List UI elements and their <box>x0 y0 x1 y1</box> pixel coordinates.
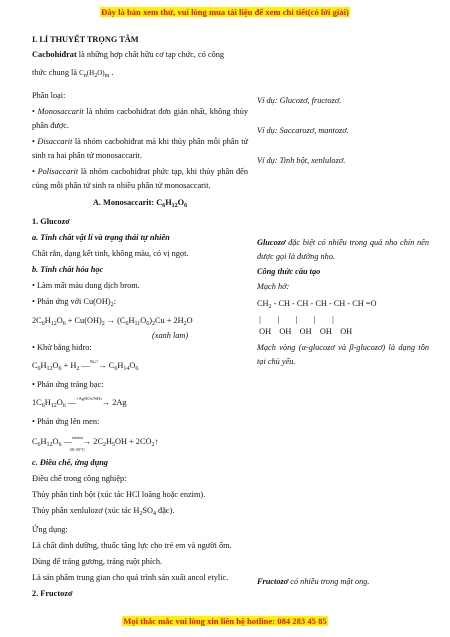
prep-item-1: Thủy phân tinh bột (xúc tác HCl loãng hoặc enzim). <box>32 490 206 499</box>
usage-item-3: Là sản phẩm trung gian cho quá trình sản xuất ancol etylic. <box>32 573 229 582</box>
open-chain-bonds: | | | | | <box>257 315 334 324</box>
section-a-title: A. Monosaccarit: $C_6H_{12}O_6$ <box>92 198 188 209</box>
hydrogen-equation: $C_6H_{12}O_6 + H_2$ —$^{Ni,t^\circ}$→ $C_6H_{14}O_6$ <box>32 359 139 372</box>
open-chain-oh: OH OH OH OH OH <box>257 327 353 336</box>
usage-label: Ứng dụng: <box>32 525 68 534</box>
physical-heading: a. Tính chất vật lí và trạng thái tự nhiên <box>32 233 170 242</box>
fermentation-equation: $C_6H_{12}O_6$ —$^{enzim}$ 30-35°C → $2C_2H_5OH$ + $2CO_2↑$ <box>32 435 159 452</box>
ring-form-text: Mạch vòng (α-glucozơ và β-glucozơ) là dạng tồn tại chủ yếu. <box>257 343 429 366</box>
classification-label: Phân loại: <box>32 91 66 100</box>
example-mono: Ví dụ: Glucozơ, fructozơ. <box>257 96 342 105</box>
mono-item: • Monosaccarit là nhóm cacbohiđrat đơn giản nhất, không thủy phân được. <box>32 107 248 130</box>
prep-label: Điều chế trong công nghiệp: <box>32 474 127 483</box>
silver-item: • Phản ứng tráng bạc: <box>32 380 104 389</box>
example-poly: Ví dụ: Tinh bột, xenlulozơ. <box>257 156 346 165</box>
di-item: • Đisaccarit là nhóm cacbohiđrat mà khi thủy phân mỗi phân tử sinh ra hai phân tử monosaccarit. <box>32 137 249 160</box>
usage-item-2: Dùng để tráng gương, tráng ruột phích. <box>32 557 163 566</box>
fermentation-item: • Phản ứng lên men: <box>32 417 100 426</box>
fructose-note: Fructozơ có nhiều trong mật ong. <box>257 577 370 586</box>
bottom-banner: Mọi thắc mắc vui lòng xin liên hệ hotline: 084 283 45 85 <box>123 616 327 626</box>
glucose-origin: Glucozơ đặc biệt có nhiều trong quả nho chín nên được gọi là đường nho. <box>257 238 429 261</box>
hydrogen-item: • Khử bằng hiđro: <box>32 343 92 352</box>
cu-equation-note: (xanh lam) <box>152 331 189 340</box>
open-chain-formula: $CH_2$ - CH - CH - CH - CH - CH =O <box>257 299 377 310</box>
top-banner: Đây là bản xem thử, vui lòng mua tài liệu để xem chi tiết(có lời giải) <box>101 7 349 17</box>
chemical-heading: b. Tính chất hóa học <box>32 265 104 274</box>
general-formula: thức chung là Cn(H2O)m . <box>32 68 114 79</box>
example-di: Ví dụ: Saccarozơ, mantozơ. <box>257 126 349 135</box>
usage-item-1: Là chất dinh dưỡng, thuốc tăng lực cho trẻ em và người ốm. <box>32 541 232 550</box>
prep-heading: c. Điều chế, ứng dụng <box>32 458 108 467</box>
bromine-item: • Làm mất màu dung dịch brom. <box>32 281 140 290</box>
left-column <box>32 31 248 601</box>
physical-text: Chất rắn, dạng kết tinh, không màu, có vị ngọt. <box>32 249 189 258</box>
glucozo-heading: 1. Glucozơ <box>32 217 70 226</box>
poly-item: • Polisaccarit là nhóm cacbohiđrat phức tạp, khi thủy phân đến cùng mỗi phân tử sinh ra nhiều phân tử monosaccarit. <box>32 167 248 190</box>
silver-equation: $1C_6H_{12}O_6$ —$^{+AgNO3/NH3}$→ 2Ag <box>32 396 127 409</box>
structure-heading: Công thức cấu tạo <box>257 267 321 276</box>
definition: Cacbohiđrat là những hợp chất hữu cơ tạp chức, có công <box>32 50 225 59</box>
prep-item-2: Thủy phân xenlulozơ (xúc tác $H_2SO_4$ đặc). <box>32 506 175 517</box>
glucose-notes <box>257 236 429 369</box>
cu-equation: $2C_6H_{12}O_6 + Cu(OH)_2 \to (C_6H_{11}O_6)_2Cu + 2H_2O$ <box>32 316 193 327</box>
fructozo-heading: 2. Fructozơ <box>32 589 73 598</box>
open-chain-label: Mạch hở: <box>257 282 290 291</box>
cu-item: • Phản ứng với $Cu(OH)_2$: <box>32 297 116 308</box>
section-heading: I. LÍ THUYẾT TRỌNG TÂM <box>32 35 139 44</box>
